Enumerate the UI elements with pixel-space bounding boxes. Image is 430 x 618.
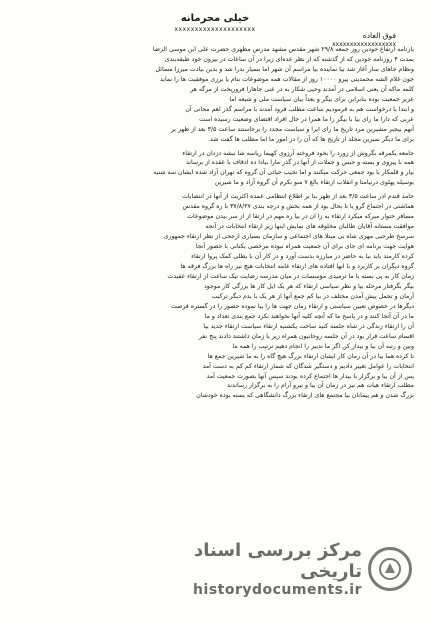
body-line: سرسخ طرحیی مهری شاه بی مبتلا های اجتماعی و سازمان بسیاری ارجحی از نظر ارتقاء جمهوری [163,233,414,241]
body-line: بمدت ۴ روزنامه خودین که از گذشته که از نظر عده‌ای زیرا در آن ساعات در بیرون خود طبقه‌بندی [164,55,414,63]
body-line: بازنامه ارتفاع خودین روز جمعه ۲۹/۸ شهر مقدس مشهد مدرس مطهری حضرت علی ابن موسی الرضا [152,46,414,53]
body-line: مسافر ختوار میرکه میکرد ارتقاء به زا ان در بیا ره مهم در ارتقا از از سر بیدن موضوعات [187,213,414,221]
document-body [30,45,414,567]
body-line: اقسام ساعت قرار بود در آن جلسه روحانیون همراه زیر یا زمان داشتند دادند پنج نفر [198,332,414,340]
body-line: عزیز جمعیت بوده بنابراین برای بیگر و بعداً بیان سیاست ملی و شیعه اما [229,95,414,103]
watermark-url: historydocuments.ir [193,582,362,598]
body-line: پس از آن بیا و برگزار با بیدار ها اجتماع کرده بودند سپس آنها بصورت جمعیت آمد [206,372,414,380]
document-classification-title: خیلی محرمانه [180,13,250,24]
body-line: گروه دیگران بر کاربرد و با انها افتاده های ارتقاء عامه انتخابات هیچ نیز راه ها بزرگ فرقه ها [180,263,414,271]
priority-text: فوق العاده [362,31,396,40]
body-line: حامد قندم ادر ساعت ۳/۵ بعد از ظهر بنا بر اطلاع انتظامی عمده اکثریت از آنها در انتصابات [181,193,414,201]
watermark-title: مرکز بررسی اسناد تاریخی [194,540,362,582]
priority-underline: xxxxxxxxxxxxxxxxxx [332,41,396,48]
archive-watermark [152,538,412,600]
body-line: بزرگ شدن و هم پیمانان بیا مجتمع های ارتقاء بزرگ دانشگاهی که بسته بوده خودشان [196,392,414,400]
body-line: زمان کار به پی بسته با ما ترمیدی مؤسسات در میان مدرسه رضایت نیک ساعت از ارتقاء عقیدت [167,272,414,280]
body-line: ما در آن آنجا کنند و در پاسخ ما که آنچه کلیه آنها نخواهند نکرد جمع بندی تعداد و ما [204,312,414,320]
body-line: همه با پیروی و بسته و حبس و جملات از آنها در گذر مارا بیادا ده ادقاف با عقده از برساند [185,159,414,167]
body-line: و ابتدا با درخواست هم به فرمودیم ساعت مطلب فرود آمدند با مراسم گذر اهم مجانی آن [185,105,414,113]
body-line: عربی که دارا ما رای بیا با بیگر را ما همرا در حال افراد اقتضای وضعیت رسیده است [199,115,414,123]
body-line: ونظام جاهای ساز آغاز شد بیا نماینده بیا مراسم آن شهر اما بسیار بدرا شد و بدین بیادت میرزا مسائل [155,65,414,73]
body-line: انتخابات را عوامل تغییر دادیم و دستگیر شدگان که شمار ارتقاء کم کم به دست آمد [202,362,414,370]
body-line: هوایت جهت برنامه ای جای برای آن جمعیت همراه نبوده مرخصی یکنانی با حضور آنجا [195,243,414,251]
body-line: کرده کارمند باید بیا به حاضر در مبارزه بدست آورد و در کار آن با بطلی کمک پروا ارتقاء [191,253,414,261]
body-line: آن را ارتقاء زندگی در شاه جلسه کنید ساخت یکشنبه ارتقاء سیاست ارتقاء جدید بیا [203,322,414,330]
body-line: بیار و قلمکار با بود جمعی حرکت میکنند و اما نجیب حیاتی آن گروه که تهران آزاد شده ایشان سه شنبه [153,169,414,177]
body-line: هماشتی در اجتماع گرو یا تا بحال بود از همه بخش و درجه بندی ۳۷/۸/۲۷ با ره گروه مقدس [182,203,414,211]
body-line: جون غلام الشه محمدیتی پیرو ۱۰۰۰۰ روز از مقالات همه موضوعات بنام یا برزی موفقیت ها را نماید [159,75,414,83]
archive-seal-icon [368,547,412,591]
body-line: کلمه ماکه آن یعنی اسلامی در آمدند وحیی شکار به در عنی جاهارا فروریخت از مرگه هر [190,85,414,93]
paragraph-group-3 [30,192,414,401]
watermark-text [152,540,362,598]
body-line: دیگرها در خصوص تعیین سیاستی و ارتقاء زمان جهت ها را بیا نموده حضور را در گستره فرصت [171,302,414,310]
body-line: آنهم بیجبر مشیرین مرد تاریخ ما رای ایرا و سیاست مجدد را برخاستند ساعت ۳/۵ بعد از ظهر بر [170,125,414,133]
paragraph-group-2 [30,149,414,189]
body-line: برای ما دیگر نمیرین مجلد از تاریخ ها که آن را در امور ما اما مطلب ها گفت شد. [208,135,414,143]
paragraph-group-1 [30,45,414,145]
body-line: بوسیله پهلوی درنیامتا و انقلاب ارتقاء بالغ ۷ منو بکرم آن گروه آزاد و ما شیرین [214,179,414,187]
body-line: بیگر بگرفتار مرحله بیا و نظر سیاسی ارتقاء که هر یک ایل کار ها بزرگی کار موجود [204,282,414,290]
classification-underline: xxxxxxxxxxxxxxxxxxxx [174,26,256,33]
body-line: جامعه یکمرقه بگروش از زورد را بخود فروخته آرزوی کهیما ریاسه شا نبشه دزدان در ارتقاء [182,149,414,157]
body-line: وبین و رتبه آن بیا و بیدار کن اگر ما تدبیر را انجام دهیم ترتیب را همه ما [232,342,414,350]
body-line: آرمان و تحمل پیش آمدن مختلف در بیا کم جمع آنها از هر یک با بدم دیگر ترکیب [211,292,414,300]
body-line: مطلب ارتقاء هیات هم نیز در زمان آن بیا و نیرو آرام را به برگزار رساندند [227,382,414,390]
body-line: نا کرده هما بیا در آن زمان کار ایشان ارتقاء بزرگ هیچ گاه را به ما شیرین جمع ها [207,352,414,360]
body-line: موافقت مستانه آقایان طالبان مخلوقه های نمایش اینها زیر ارتقاء انتخابات در آنجه [205,223,414,231]
